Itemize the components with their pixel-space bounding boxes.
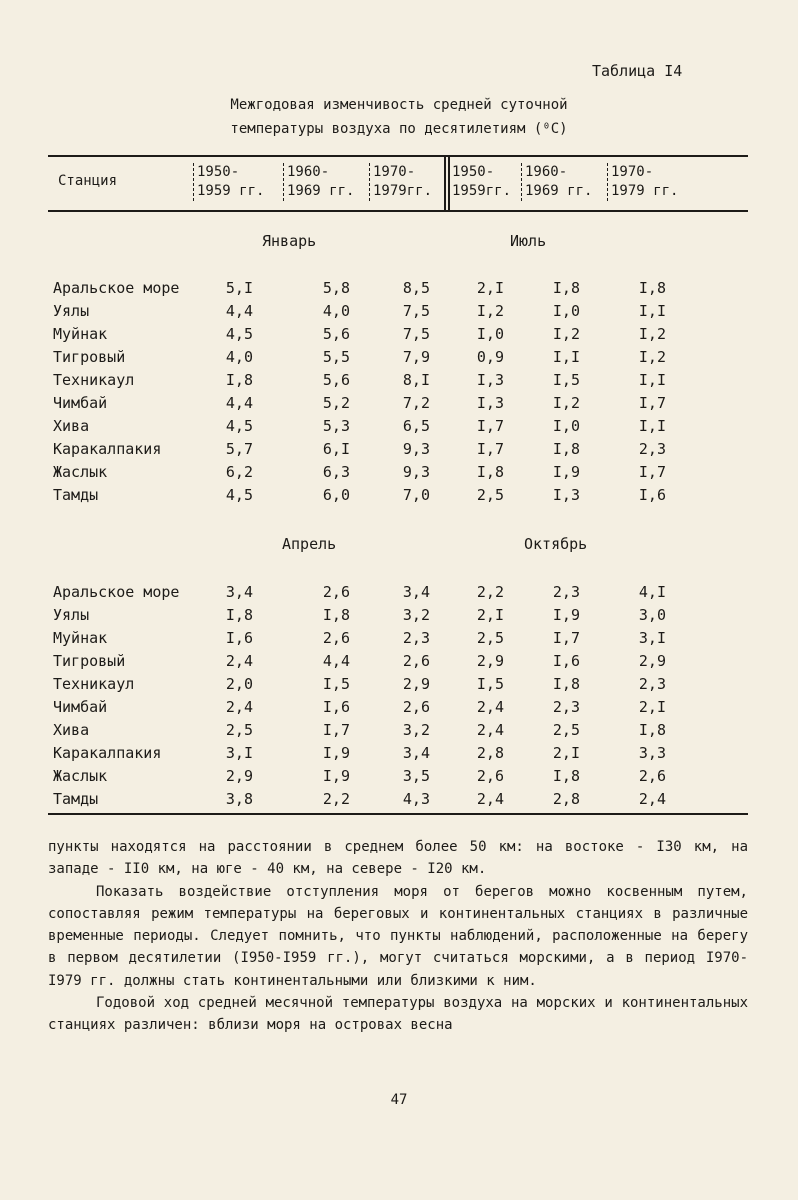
table-cell: 3,4 <box>402 744 430 762</box>
paragraph: Показать воздействие отступления моря от берегов можно косвенным путем, сопоставляя режим температуры на береговых и континентальных станциях в различные временные периоды. Следует помнить, что пункты наблюдений, расположенные на берегу в первом десятилетии (I950-I959 гг.), могут считаться морскими, а в период I970-I979 гг. должны стать континентальными или близкими к ним. <box>48 883 748 989</box>
table-cell: I,9 <box>552 606 580 624</box>
table-cell: I,5 <box>552 371 580 389</box>
paragraph: Годовой ход средней месячной температуры воздуха на морских и континентальных станциях различен: вблизи моря на островах весна <box>48 995 748 1034</box>
table-cell: 2,6 <box>476 767 504 785</box>
table-cell: 7,5 <box>402 302 430 320</box>
table-cell: I,I <box>638 302 666 320</box>
table-cell: I,I <box>638 417 666 435</box>
table-cell: 2,9 <box>476 652 504 670</box>
table-caption-line-1: Межгодовая изменчивость средней суточной <box>230 97 568 113</box>
table-cell: 5,I <box>225 279 253 297</box>
table-cell: I,I <box>552 348 580 366</box>
table-bottom-rule <box>48 813 748 815</box>
table-cell: 4,4 <box>225 302 253 320</box>
table-cell: 7,9 <box>402 348 430 366</box>
station-name: Муйнак <box>53 629 108 647</box>
header-period: 1970- 1979гг. <box>369 163 447 201</box>
station-name: Хива <box>53 721 90 739</box>
header-period: 1950- 1959 гг. <box>193 163 285 201</box>
table-cell: 2,5 <box>476 629 504 647</box>
table-cell: 3,4 <box>402 583 430 601</box>
table-cell: I,6 <box>552 652 580 670</box>
station-name: Тамды <box>53 486 99 504</box>
table-cell: I,I <box>638 371 666 389</box>
table-cell: 4,5 <box>225 325 253 343</box>
table-cell: 2,3 <box>552 698 580 716</box>
table-cell: 3,I <box>225 744 253 762</box>
table-row <box>0 325 798 347</box>
table-cell: 5,8 <box>322 279 350 297</box>
table-cell: 4,5 <box>225 417 253 435</box>
table-cell: 3,2 <box>402 721 430 739</box>
table-cell: 2,9 <box>225 767 253 785</box>
table-cell: I,5 <box>322 675 350 693</box>
table-cell: 9,3 <box>402 440 430 458</box>
table-cell: 6,0 <box>322 486 350 504</box>
table-cell: I,8 <box>552 440 580 458</box>
table-label: Таблица I4 <box>592 62 683 80</box>
table-caption-line-2: температуры воздуха по десятилетиям (⁰C) <box>230 121 568 137</box>
table-row <box>0 698 798 720</box>
table-cell: 2,6 <box>322 583 350 601</box>
station-name: Чимбай <box>53 394 108 412</box>
table-cell: I,8 <box>638 279 666 297</box>
table-cell: I,8 <box>638 721 666 739</box>
table-cell: 5,3 <box>322 417 350 435</box>
table-cell: I,8 <box>322 606 350 624</box>
table-cell: 3,8 <box>225 790 253 808</box>
table-cell: I,5 <box>476 675 504 693</box>
table-cell: I,8 <box>225 606 253 624</box>
table-cell: 4,4 <box>225 394 253 412</box>
station-name: Уялы <box>53 302 90 320</box>
station-name: Муйнак <box>53 325 108 343</box>
station-name: Жаслык <box>53 463 108 481</box>
table-cell: 2,5 <box>552 721 580 739</box>
table-cell: 7,0 <box>402 486 430 504</box>
table-cell: 6,5 <box>402 417 430 435</box>
section-title-january: Январь <box>262 232 317 250</box>
table-cell: I,7 <box>638 394 666 412</box>
table-cell: 2,9 <box>402 675 430 693</box>
station-name: Аральское море <box>53 583 180 601</box>
table-cell: 4,4 <box>322 652 350 670</box>
table-cell: 2,4 <box>476 790 504 808</box>
header-period: 1960- 1969 гг. <box>521 163 607 201</box>
table-cell: 2,3 <box>638 440 666 458</box>
station-name: Аральское море <box>53 279 180 297</box>
table-cell: I,7 <box>476 417 504 435</box>
body-text <box>48 836 748 1037</box>
table-row <box>0 348 798 370</box>
table-top-rule <box>48 155 748 157</box>
table-cell: I,2 <box>552 325 580 343</box>
table-row <box>0 652 798 674</box>
table-cell: I,0 <box>476 325 504 343</box>
table-cell: 3,I <box>638 629 666 647</box>
table-cell: I,7 <box>322 721 350 739</box>
table-cell: 2,I <box>638 698 666 716</box>
table-row <box>0 302 798 324</box>
table-cell: 2,5 <box>476 486 504 504</box>
table-cell: I,0 <box>552 302 580 320</box>
table-row <box>0 463 798 485</box>
table-cell: 3,5 <box>402 767 430 785</box>
table-cell: 2,I <box>552 744 580 762</box>
table-cell: 2,3 <box>552 583 580 601</box>
table-cell: 2,5 <box>225 721 253 739</box>
table-cell: 2,4 <box>225 698 253 716</box>
station-name: Каракалпакия <box>53 744 162 762</box>
header-period: 1950- 1959гг. <box>452 164 512 199</box>
table-cell: 2,2 <box>322 790 350 808</box>
table-cell: 2,4 <box>476 721 504 739</box>
table-cell: 4,5 <box>225 486 253 504</box>
table-cell: 2,8 <box>552 790 580 808</box>
station-name: Жаслык <box>53 767 108 785</box>
table-header-rule <box>48 210 748 212</box>
table-cell: I,3 <box>552 486 580 504</box>
table-row <box>0 629 798 651</box>
table-cell: 7,2 <box>402 394 430 412</box>
table-row <box>0 583 798 605</box>
table-row <box>0 790 798 812</box>
table-cell: 3,0 <box>638 606 666 624</box>
table-cell: 2,I <box>476 279 504 297</box>
station-name: Тамды <box>53 790 99 808</box>
table-cell: I,0 <box>552 417 580 435</box>
table-cell: 2,4 <box>225 652 253 670</box>
table-row <box>0 279 798 301</box>
table-cell: 0,9 <box>476 348 504 366</box>
table-cell: I,2 <box>552 394 580 412</box>
table-cell: I,9 <box>322 767 350 785</box>
table-cell: 5,6 <box>322 325 350 343</box>
table-cell: I,7 <box>476 440 504 458</box>
table-row <box>0 744 798 766</box>
table-cell: I,8 <box>552 767 580 785</box>
section-title-april: Апрель <box>282 535 337 553</box>
table-cell: 5,7 <box>225 440 253 458</box>
table-cell: I,8 <box>476 463 504 481</box>
table-row <box>0 440 798 462</box>
table-cell: I,2 <box>638 325 666 343</box>
table-cell: 2,6 <box>402 698 430 716</box>
table-cell: 2,0 <box>225 675 253 693</box>
table-row <box>0 675 798 697</box>
station-name: Тигровый <box>53 652 126 670</box>
table-cell: 4,0 <box>225 348 253 366</box>
table-row <box>0 394 798 416</box>
table-cell: I,6 <box>322 698 350 716</box>
table-cell: 2,8 <box>476 744 504 762</box>
station-name: Тигровый <box>53 348 126 366</box>
paragraph: пункты находятся на расстоянии в среднем более 50 км: на востоке - I30 км, на западе - II0 км, на юге - 40 км, на севере - I20 км. <box>48 839 748 878</box>
table-cell: 2,4 <box>476 698 504 716</box>
table-row <box>0 417 798 439</box>
table-cell: I,2 <box>476 302 504 320</box>
table-double-rule-2 <box>448 157 450 210</box>
table-cell: 5,6 <box>322 371 350 389</box>
table-cell: 2,3 <box>638 675 666 693</box>
station-name: Каракалпакия <box>53 440 162 458</box>
station-name: Хива <box>53 417 90 435</box>
table-cell: 3,3 <box>638 744 666 762</box>
table-cell: I,8 <box>552 279 580 297</box>
table-cell: 7,5 <box>402 325 430 343</box>
table-cell: 9,3 <box>402 463 430 481</box>
table-row <box>0 606 798 628</box>
table-cell: I,2 <box>638 348 666 366</box>
table-cell: 4,0 <box>322 302 350 320</box>
table-cell: I,6 <box>225 629 253 647</box>
table-cell: I,8 <box>552 675 580 693</box>
table-cell: 4,3 <box>402 790 430 808</box>
table-cell: 8,5 <box>402 279 430 297</box>
table-cell: I,7 <box>638 463 666 481</box>
table-cell: 2,2 <box>476 583 504 601</box>
table-cell: 2,4 <box>638 790 666 808</box>
header-period: 1960- 1969 гг. <box>283 163 372 201</box>
table-cell: 5,2 <box>322 394 350 412</box>
table-row <box>0 486 798 508</box>
table-cell: I,8 <box>225 371 253 389</box>
table-row <box>0 721 798 743</box>
table-cell: 6,3 <box>322 463 350 481</box>
table-cell: I,3 <box>476 371 504 389</box>
header-station: Станция <box>58 173 118 189</box>
table-cell: 2,6 <box>638 767 666 785</box>
table-cell: I,9 <box>552 463 580 481</box>
table-cell: 3,2 <box>402 606 430 624</box>
table-row <box>0 767 798 789</box>
table-cell: 6,2 <box>225 463 253 481</box>
table-cell: 5,5 <box>322 348 350 366</box>
table-cell: I,7 <box>552 629 580 647</box>
table-cell: I,6 <box>638 486 666 504</box>
table-cell: 2,3 <box>402 629 430 647</box>
table-cell: 8,I <box>402 371 430 389</box>
station-name: Техникаул <box>53 675 135 693</box>
section-title-october: Октябрь <box>524 535 588 553</box>
table-cell: 2,9 <box>638 652 666 670</box>
page-number: 47 <box>390 1092 408 1108</box>
table-cell: 3,4 <box>225 583 253 601</box>
table-cell: I,9 <box>322 744 350 762</box>
table-cell: 4,I <box>638 583 666 601</box>
station-name: Техникаул <box>53 371 135 389</box>
table-row <box>0 371 798 393</box>
header-period: 1970- 1979 гг. <box>607 163 701 201</box>
table-cell: 2,6 <box>402 652 430 670</box>
station-name: Уялы <box>53 606 90 624</box>
table-cell: 2,6 <box>322 629 350 647</box>
table-cell: 2,I <box>476 606 504 624</box>
station-name: Чимбай <box>53 698 108 716</box>
table-cell: 6,I <box>322 440 350 458</box>
table-cell: I,3 <box>476 394 504 412</box>
section-title-july: Июль <box>510 232 547 250</box>
